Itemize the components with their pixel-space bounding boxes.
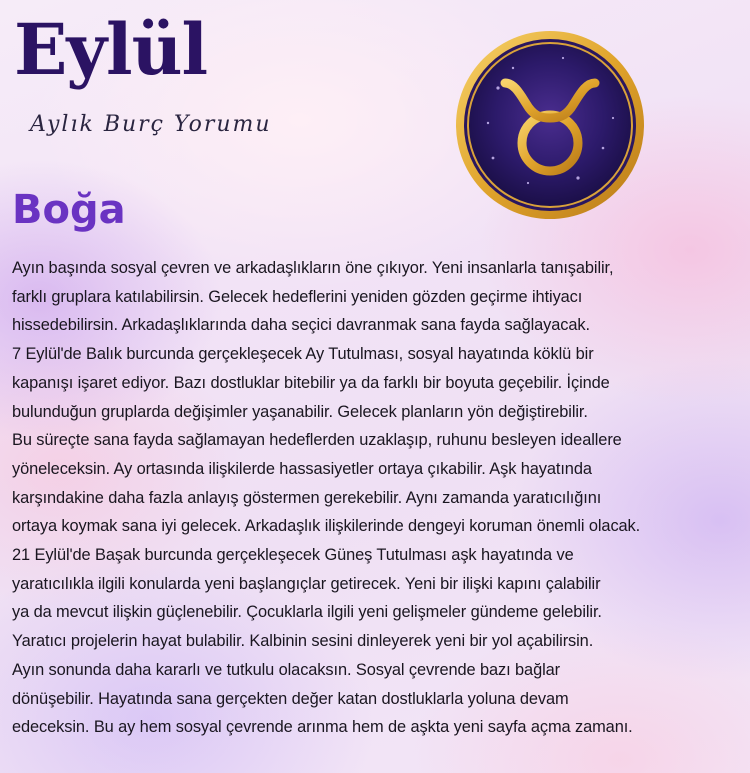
- month-title: Eylül: [14, 8, 208, 91]
- body-line: yaratıcılıkla ilgili konularda yeni başlangıçlar getirecek. Yeni bir ilişki kapını çalabilir: [12, 574, 601, 593]
- body-line: Ayın sonunda daha kararlı ve tutkulu olacaksın. Sosyal çevrende bazı bağlar: [12, 660, 560, 679]
- body-line: yöneleceksin. Ay ortasında ilişkilerde hassasiyetler ortaya çıkabilir. Aşk hayatında: [12, 459, 592, 478]
- taurus-zodiac-icon: [453, 28, 647, 222]
- body-line: ya da mevcut ilişkin güçlenebilir. Çocuklarla ilgili yeni gelişmeler gündeme gelebilir.: [12, 603, 602, 622]
- body-line: edeceksin. Bu ay hem sosyal çevrende arınma hem de aşkta yeni sayfa açma zamanı.: [12, 718, 633, 737]
- body-line: Ayın başında sosyal çevren ve arkadaşlıkların öne çıkıyor. Yeni insanlarla tanışabilir,: [12, 259, 614, 277]
- body-line: kapanışı işaret ediyor. Bazı dostluklar bitebilir ya da farklı bir boyuta geçebilir. İçinde: [12, 373, 610, 392]
- body-line: hissedebilirsin. Arkadaşlıklarında daha seçici davranmak sana fayda sağlayacak.: [12, 316, 590, 335]
- body-line: dönüşebilir. Hayatında sana gerçekten değer katan dostluklarla yoluna devam: [12, 689, 569, 708]
- body-line: Yaratıcı projelerin hayat bulabilir. Kalbinin sesini dinleyerek yeni bir yol açabilirsin.: [12, 632, 594, 651]
- zodiac-sign-name: Boğa: [12, 187, 126, 233]
- body-line: 7 Eylül'de Balık burcunda gerçekleşecek Ay Tutulması, sosyal hayatında köklü bir: [12, 345, 594, 364]
- body-line: ortaya koymak sana iyi gelecek. Arkadaşlık ilişkilerinde dengeyi koruman önemli olacak.: [12, 517, 641, 536]
- subtitle: Aylık Burç Yorumu: [30, 112, 272, 137]
- body-line: bulunduğun gruplarda değişimler yaşanabilir. Gelecek planların yön değiştirebilir.: [12, 402, 588, 421]
- body-line: karşındakine daha fazla anlayış göstermen gerekebilir. Aynı zamanda yaratıcılığını: [12, 488, 602, 507]
- body-line: 21 Eylül'de Başak burcunda gerçekleşecek Güneş Tutulması aşk hayatında ve: [12, 546, 574, 565]
- body-line: Bu süreçte sana fayda sağlamayan hedeflerden uzaklaşıp, ruhunu besleyen ideallere: [12, 431, 622, 450]
- horoscope-body: [12, 254, 747, 742]
- body-line: farklı gruplara katılabilirsin. Gelecek hedeflerini yeniden gözden geçirme ihtiyacı: [12, 287, 583, 306]
